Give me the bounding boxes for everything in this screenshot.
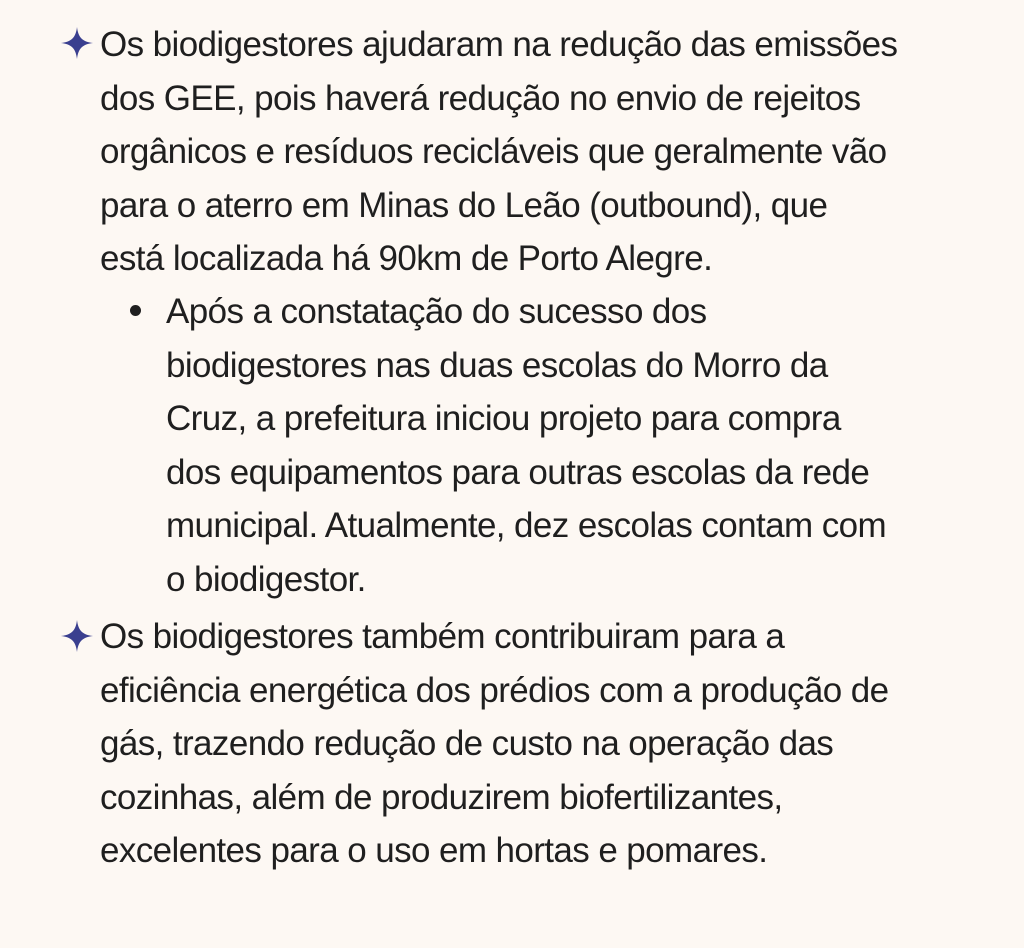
text-line: excelentes para o uso em hortas e pomares. bbox=[100, 831, 768, 870]
text-line: municipal. Atualmente, dez escolas contam com bbox=[166, 506, 887, 545]
text-line: biodigestores nas duas escolas do Morro da bbox=[166, 345, 828, 385]
list-item-biodigestores-emissoes bbox=[100, 18, 1000, 286]
text-line: Os biodigestores também contribuiram para a bbox=[100, 617, 785, 656]
text-line: Após a constatação do sucesso dos bbox=[166, 292, 707, 331]
text-line: o biodigestor. bbox=[166, 559, 366, 599]
sub-list-item-prefeitura-projeto bbox=[166, 285, 986, 606]
list-item-eficiencia-energetica bbox=[100, 610, 1000, 878]
text-line: Os biodigestores ajudaram na redução das emissões bbox=[100, 25, 898, 64]
text-line: gás, trazendo redução de custo na operação das bbox=[100, 724, 834, 763]
bullet-dot-icon bbox=[130, 305, 141, 316]
text-line: cozinhas, além de produzirem biofertilizantes, bbox=[100, 777, 783, 817]
text-line: Cruz, a prefeitura iniciou projeto para compra bbox=[166, 399, 841, 438]
text-line: dos equipamentos para outras escolas da rede bbox=[166, 452, 870, 492]
four-point-star-icon bbox=[60, 619, 94, 653]
text-line: eficiência energética dos prédios com a produção de bbox=[100, 670, 889, 710]
text-line: orgânicos e resíduos recicláveis que geralmente vão bbox=[100, 132, 887, 171]
text-line: dos GEE, pois haverá redução no envio de rejeitos bbox=[100, 78, 861, 118]
text-line: está localizada há 90km de Porto Alegre. bbox=[100, 239, 713, 278]
text-line: para o aterro em Minas do Leão (outbound), que bbox=[100, 185, 828, 225]
four-point-star-icon bbox=[60, 26, 94, 60]
